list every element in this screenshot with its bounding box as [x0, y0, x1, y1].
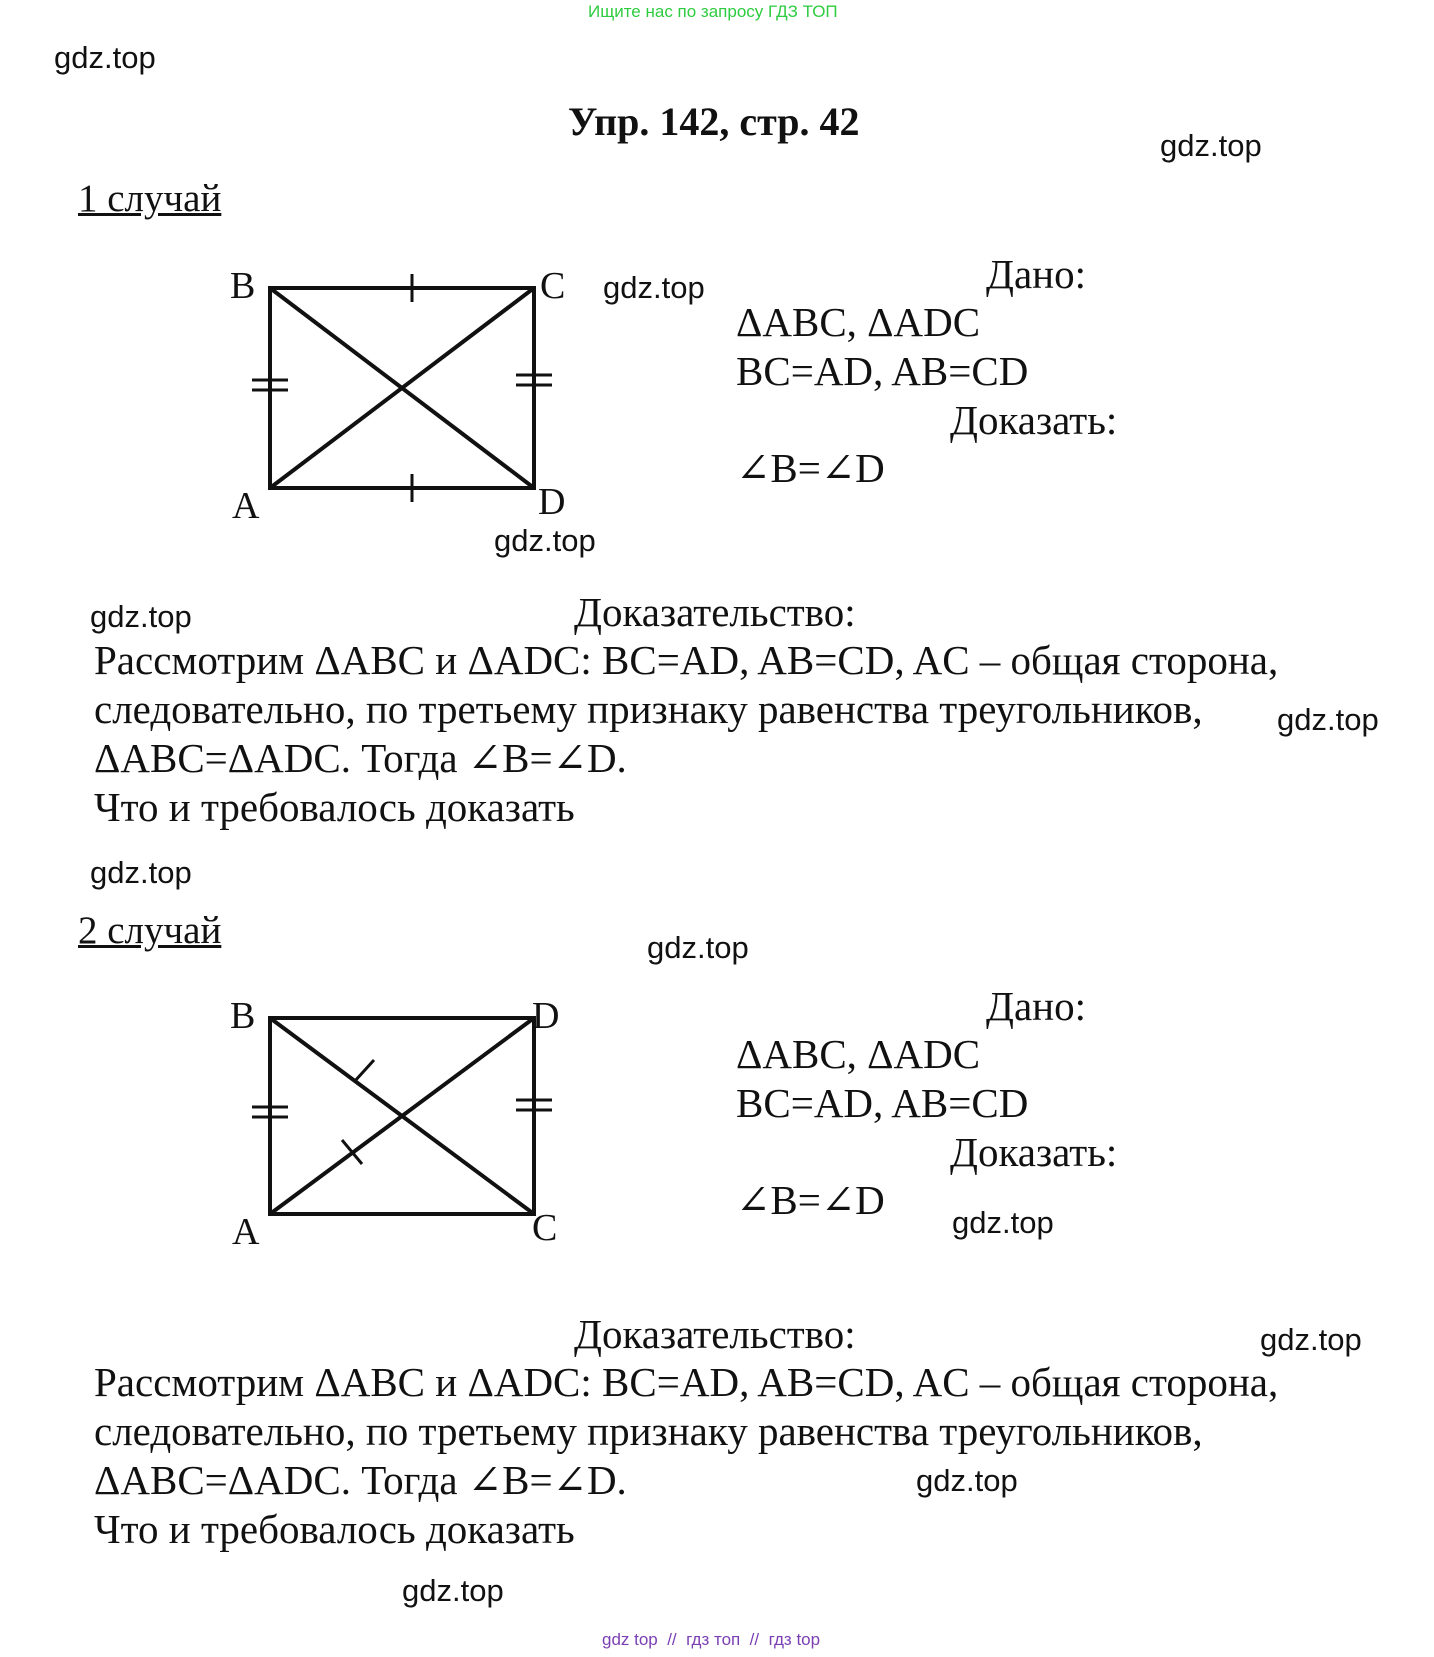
- case-2-diagram: [220, 980, 580, 1260]
- watermark: gdz.top: [494, 523, 596, 558]
- case-2-label: 2 случай: [78, 909, 222, 952]
- watermark: gdz.top: [603, 270, 705, 305]
- watermark: gdz.top: [952, 1205, 1054, 1240]
- watermark: gdz.top: [1277, 702, 1379, 737]
- watermark: gdz.top: [54, 40, 156, 75]
- watermark: gdz.top: [1260, 1322, 1362, 1357]
- given-line: ΔABC, ΔADC: [736, 299, 981, 345]
- prove-line: ∠B=∠D: [736, 445, 885, 491]
- vertex-label: B: [230, 995, 256, 1037]
- watermark: gdz.top: [1160, 128, 1262, 163]
- given-line: BC=AD, AB=CD: [736, 1080, 1029, 1126]
- watermark: gdz.top: [402, 1573, 504, 1608]
- proof-line: ΔABC=ΔADC. Тогда ∠B=∠D.: [94, 735, 627, 781]
- vertex-label: A: [232, 1211, 260, 1253]
- page-title: Упр. 142, стр. 42: [568, 99, 860, 144]
- vertex-label: A: [232, 485, 260, 527]
- case-1-label: 1 случай: [78, 177, 222, 220]
- given-line: ΔABC, ΔADC: [736, 1031, 981, 1077]
- watermark: gdz.top: [916, 1463, 1018, 1498]
- tick-bc: [354, 1060, 374, 1082]
- proof-label: Доказательство:: [574, 589, 856, 635]
- proof-line: следовательно, по третьему признаку равенства треугольников,: [94, 1408, 1203, 1454]
- given-label: Дано:: [986, 251, 1086, 297]
- proof-line: Рассмотрим ΔABC и ΔADC: BC=AD, AB=CD, AC – общая сторона,: [94, 637, 1279, 683]
- prove-line: ∠B=∠D: [736, 1177, 885, 1223]
- top-banner: Ищите нас по запросу ГДЗ ТОП: [588, 2, 838, 21]
- vertex-label: C: [540, 265, 566, 307]
- footer-links[interactable]: gdz top // гдз топ // гдз top: [602, 1630, 821, 1649]
- proof-line: Что и требовалось доказать: [94, 1506, 575, 1552]
- watermark: gdz.top: [647, 930, 749, 965]
- vertex-label: C: [532, 1207, 558, 1249]
- proof-line: ΔABC=ΔADC. Тогда ∠B=∠D.: [94, 1457, 627, 1503]
- vertex-label: B: [230, 265, 256, 307]
- vertex-label: D: [538, 481, 566, 523]
- proof-line: Рассмотрим ΔABC и ΔADC: BC=AD, AB=CD, AC – общая сторона,: [94, 1359, 1279, 1405]
- proof-label: Доказательство:: [574, 1311, 856, 1357]
- case-1-diagram: [220, 250, 580, 530]
- watermark: gdz.top: [90, 599, 192, 634]
- prove-label: Доказать:: [950, 1129, 1118, 1175]
- given-label: Дано:: [986, 983, 1086, 1029]
- watermark: gdz.top: [90, 855, 192, 890]
- vertex-label: D: [532, 995, 560, 1037]
- prove-label: Доказать:: [950, 397, 1118, 443]
- given-line: BC=AD, AB=CD: [736, 348, 1029, 394]
- proof-line: Что и требовалось доказать: [94, 784, 575, 830]
- proof-line: следовательно, по третьему признаку равенства треугольников,: [94, 686, 1203, 732]
